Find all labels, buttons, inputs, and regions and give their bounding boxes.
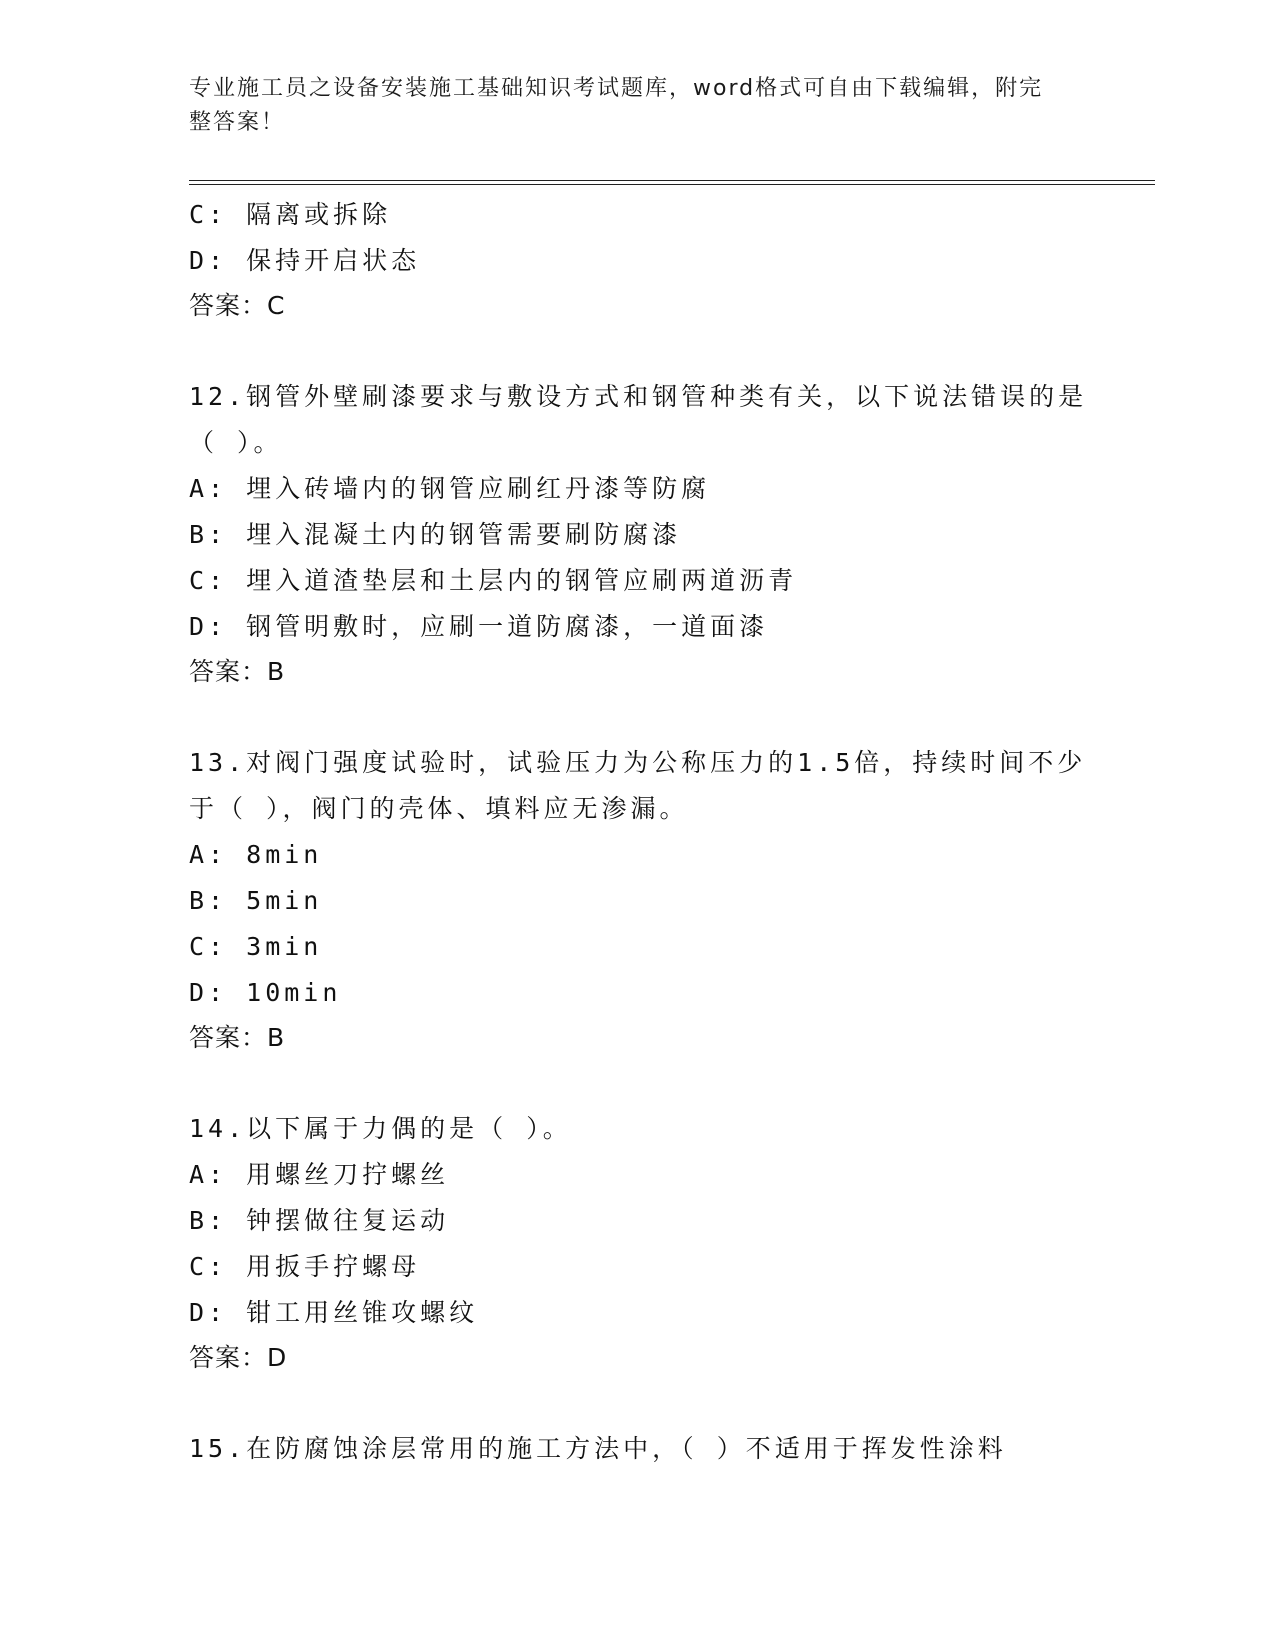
spacer: [189, 1380, 1089, 1426]
option-d: D: 保持开启状态: [189, 246, 421, 275]
question-stem: 14.以下属于力偶的是（ ）。: [189, 1114, 572, 1143]
question-stem: 15.在防腐蚀涂层常用的施工方法中，（ ）不适用于挥发性涂料: [189, 1434, 1007, 1463]
answer-line: 答案：D: [189, 1343, 288, 1372]
question-stem-continued: 于（ ），阀门的壳体、填料应无渗漏。: [189, 794, 689, 823]
header-divider-top: [189, 180, 1155, 181]
spacer: [189, 328, 1089, 374]
question-13: [189, 740, 1089, 1060]
answer-line: 答案：B: [189, 1023, 286, 1052]
option-c: C: 埋入道渣垫层和土层内的钢管应刷两道沥青: [189, 566, 798, 595]
header-line-2: 整答案！: [189, 110, 286, 135]
spacer: [189, 694, 1089, 740]
question-12: [189, 374, 1089, 694]
question-15: [189, 1426, 1089, 1472]
option-a: A: 8min: [189, 840, 323, 869]
option-a: A: 埋入砖墙内的钢管应刷红丹漆等防腐: [189, 474, 711, 503]
option-c: C: 用扳手拧螺母: [189, 1252, 421, 1281]
document-header: [189, 72, 1069, 140]
option-c: C: 隔离或拆除: [189, 200, 392, 229]
previous-question-tail: [189, 192, 1089, 328]
answer-line: 答案：C: [189, 291, 286, 320]
question-stem: 12.钢管外壁刷漆要求与敷设方式和钢管种类有关，以下说法错误的是: [189, 382, 1088, 411]
option-d: D: 钢管明敷时，应刷一道防腐漆，一道面漆: [189, 612, 769, 641]
answer-line: 答案：B: [189, 657, 286, 686]
question-14: [189, 1106, 1089, 1380]
option-c: C: 3min: [189, 932, 323, 961]
option-a: A: 用螺丝刀拧螺丝: [189, 1160, 450, 1189]
header-line-1: 专业施工员之设备安装施工基础知识考试题库，word格式可自由下载编辑，附完: [189, 76, 1044, 101]
option-d: D: 10min: [189, 978, 342, 1007]
option-b: B: 埋入混凝土内的钢管需要刷防腐漆: [189, 520, 682, 549]
option-d: D: 钳工用丝锥攻螺纹: [189, 1298, 479, 1327]
spacer: [189, 1060, 1089, 1106]
option-b: B: 5min: [189, 886, 323, 915]
question-stem: 13.对阀门强度试验时，试验压力为公称压力的1.5倍，持续时间不少: [189, 748, 1087, 777]
question-stem-continued: （ ）。: [189, 428, 283, 457]
option-b: B: 钟摆做往复运动: [189, 1206, 450, 1235]
header-divider-bottom: [189, 184, 1155, 185]
question-content: [189, 192, 1089, 1472]
